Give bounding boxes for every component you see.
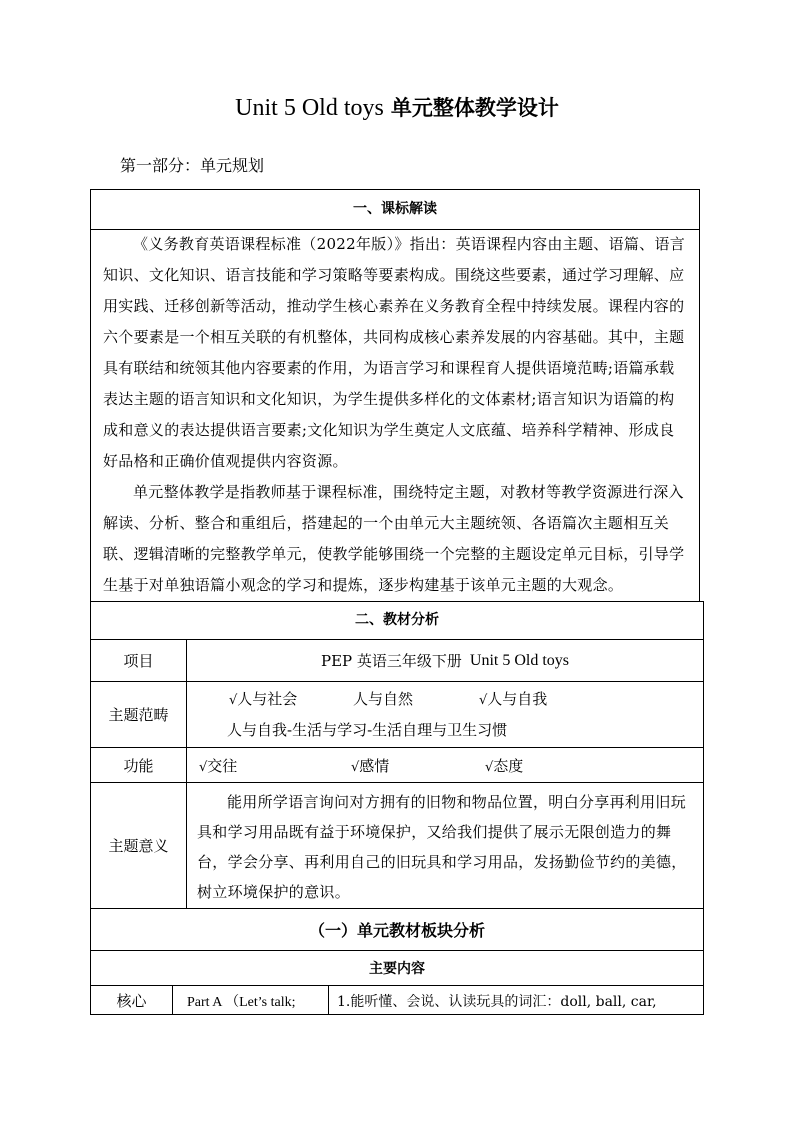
part-heading: 第一部分：单元规划 — [120, 156, 265, 175]
item-value-en: Unit 5 Old toys — [469, 651, 570, 669]
theme-meaning-text: 能用所学语言询问对方拥有的旧物和物品位置，明白分享再利用旧玩具和学习用品既有益于环境保护，又给我们提供了展示无限创造力的舞台，学会分享、再利用自己的旧玩具和学习用品，发扬勤俭节约的美德，树立环境保护的意识。 — [197, 793, 687, 901]
subsection-heading-row — [90, 908, 704, 951]
function-option-communication: √交往 — [199, 757, 238, 775]
standards-paragraph-2: 单元整体教学是指教师基于课程标准，围绕特定主题，对教材等教学资源进行深入解读、分析、整合和重组后，搭建起的一个由单元大主题统领、各语篇次主题相互关联、逻辑清晰的完整教学单元，使教学能够围绕一个完整的主题设定单元目标，引导学生基于对单独语篇小观念的学习和提炼，逐步构建基于该单元主题的大观念。 — [103, 483, 685, 594]
section-standards-body — [91, 229, 699, 601]
item-value — [186, 639, 704, 682]
function-label: 功能 — [90, 747, 187, 783]
core-label: 核心 — [90, 985, 173, 1015]
main-content-heading: 主要内容 — [369, 961, 425, 977]
theme-option-society: √人与社会 — [229, 690, 298, 708]
subsection-heading: （一）单元教材板块分析 — [308, 921, 485, 940]
check-icon: √ — [485, 760, 494, 775]
theme-subtheme: 人与自我-生活与学习-生活自理与卫生习惯 — [227, 721, 508, 739]
check-icon: √ — [479, 693, 488, 708]
title-chinese: 单元整体教学设计 — [390, 96, 559, 120]
standards-paragraph-1: 《义务教育英语课程标准（2022年版）》指出：英语课程内容由主题、语篇、语言知识、文化知识、语言技能和学习策略等要素构成。围绕这些要素，通过学习理解、应用实践、迁移创新等活动，推动学生核心素养在义务教育全程中持续发展。课程内容的六个要素是一个相互关联的有机整体，共同构成核心素养发展的内容基础。其中，主题具有联结和统领其他内容要素的作用，为语言学习和课程育人提供语境范畴;语篇承载表达主题的语言知识和文化知识，为学生提供多样化的文体素材;语言知识为语篇的构成和意义的表达提供语言要素;文化知识为学生奠定人文底蕴、培养科学精神、形成良好品格和正确价值观提供内容资源。 — [103, 235, 686, 470]
page-title — [0, 92, 794, 125]
item-label: 项目 — [90, 639, 187, 682]
item-value-cn: PEP 英语三年级下册 — [320, 652, 462, 670]
core-content — [328, 985, 704, 1015]
check-icon: √ — [351, 760, 360, 775]
function-option-attitude: √态度 — [485, 757, 524, 775]
core-part — [172, 985, 329, 1015]
section-textbook-heading-row — [90, 601, 704, 640]
theme-meaning-value — [186, 782, 704, 909]
theme-option-nature: 人与自然 — [353, 690, 414, 708]
core-content-text: 1.能听懂、会说、认读玩具的词汇：doll, ball, car, — [337, 994, 657, 1010]
check-icon: √ — [229, 693, 238, 708]
main-content-heading-row — [90, 950, 704, 986]
theme-option-self: √人与自我 — [479, 690, 548, 708]
function-option-emotion: √感情 — [351, 757, 390, 775]
check-icon: √ — [199, 760, 208, 775]
section-standards — [90, 189, 700, 602]
core-part-text: Part A （Let’s talk; — [187, 995, 296, 1010]
theme-scope-value — [186, 681, 704, 748]
section-textbook-heading: 二、教材分析 — [355, 612, 439, 628]
title-english: Unit 5 Old toys — [235, 95, 384, 121]
function-value — [186, 747, 704, 783]
theme-meaning-label: 主题意义 — [90, 782, 187, 909]
theme-scope-label: 主题范畴 — [90, 681, 187, 748]
section-standards-heading: 一、课标解读 — [91, 190, 699, 230]
